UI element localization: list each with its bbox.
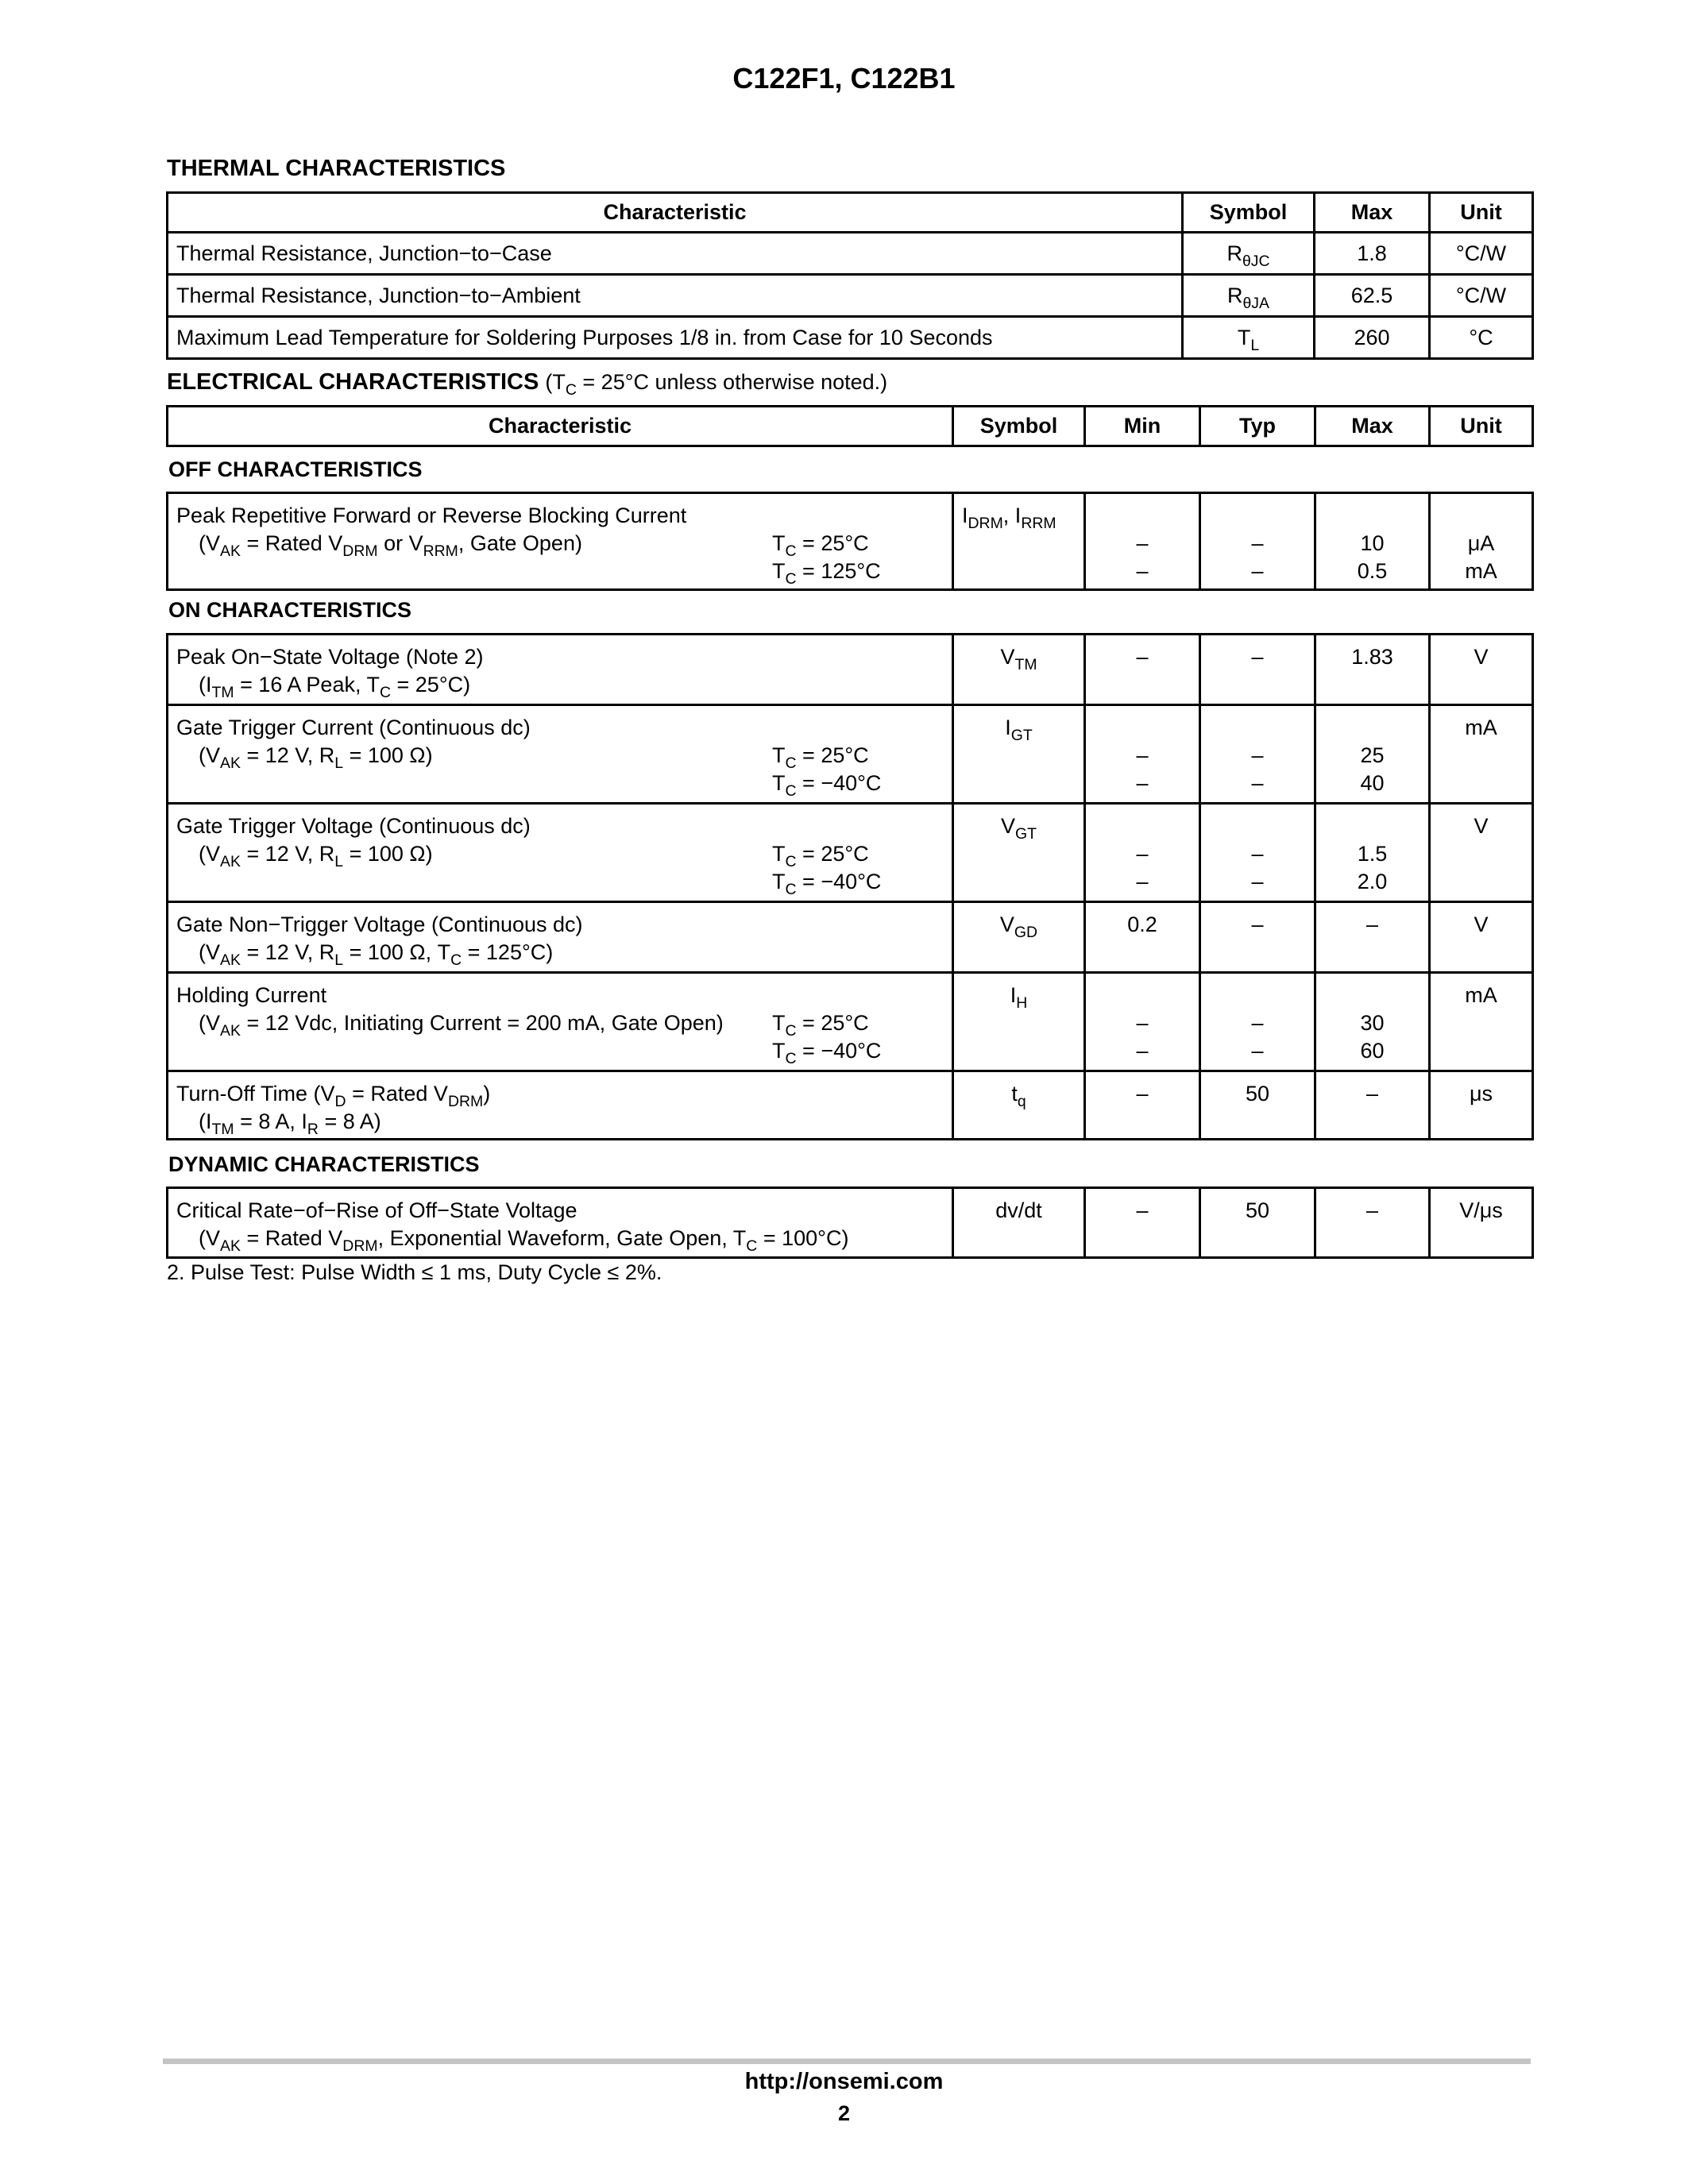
row-min: – – (1085, 705, 1200, 804)
dynamic-heading: DYNAMIC CHARACTERISTICS (168, 1152, 480, 1176)
row-min: – (1085, 1071, 1200, 1140)
row-typ: – – (1200, 705, 1315, 804)
row-min: – – (1085, 493, 1200, 590)
row-min: – (1085, 635, 1200, 705)
electrical-header-table (166, 405, 1534, 447)
table-row (168, 233, 1533, 275)
row-max: – (1315, 902, 1430, 973)
row-typ: 50 (1200, 1071, 1315, 1140)
row-typ: 50 (1200, 1188, 1315, 1258)
table-row (168, 493, 1533, 590)
row-max: 260 (1315, 317, 1430, 359)
footer-url[interactable]: http://onsemi.com (744, 2069, 944, 2094)
row-symbol: $I_H$ (953, 973, 1085, 1071)
row-max: 1.8 (1315, 233, 1430, 275)
footnote: 2. Pulse Test: Pulse Width ≤ 1 ms, Duty Cycle ≤ 2%. (167, 1260, 662, 1284)
off-table (166, 492, 1534, 591)
row-min: – – (1085, 973, 1200, 1071)
row-characteristic: Gate Trigger Current (Continuous dc) ($V_{AK} = 12$ V, $R_L = 100$ Ω) $T_C = 25^\circ C$ $T_C = -40^\circ C$ (168, 705, 953, 804)
row-characteristic: Peak Repetitive Forward or Reverse Blocking Current ($V_{AK}$ = Rated $V_{DRM}$ or $V_{RRM}$, Gate Open) $T_C = 25^\circ C$ $T_C = 125^\circ C$ (168, 493, 953, 590)
row-typ: – (1200, 635, 1315, 705)
row-max: 30 60 (1315, 973, 1430, 1071)
row-symbol: $V_{TM}$ (953, 635, 1085, 705)
table-row (168, 804, 1533, 902)
col-characteristic: Characteristic (168, 193, 1183, 233)
row-characteristic: Turn-Off Time ($V_D$ = Rated $V_{DRM}$) ($I_{TM} = 8$ A, $I_R = 8$ A) (168, 1071, 953, 1140)
on-table (166, 633, 1534, 1140)
row-symbol: dv/dt (953, 1188, 1085, 1258)
row-unit: V/μs (1430, 1188, 1533, 1258)
thermal-heading: THERMAL CHARACTERISTICS (167, 156, 506, 181)
row-min: – (1085, 1188, 1200, 1258)
row-max: – (1315, 1071, 1430, 1140)
col-symbol: Symbol (953, 407, 1085, 446)
col-max: Max (1315, 193, 1430, 233)
row-unit: V (1430, 804, 1533, 902)
col-min: Min (1085, 407, 1200, 446)
electrical-header-row (168, 407, 1533, 446)
thermal-table (166, 191, 1534, 360)
table-row (168, 705, 1533, 804)
row-max: 10 0.5 (1315, 493, 1430, 590)
row-unit: °C (1430, 317, 1533, 359)
on-heading: ON CHARACTERISTICS (168, 598, 412, 622)
row-symbol: $V_{GT}$ (953, 804, 1085, 902)
row-symbol: $t_q$ (953, 1071, 1085, 1140)
row-symbol: $R_{\theta JC}$ (1183, 233, 1315, 275)
row-max: – (1315, 1188, 1430, 1258)
row-unit: °C/W (1430, 275, 1533, 317)
row-characteristic: Critical Rate−of−Rise of Off−State Voltage ($V_{AK}$ = Rated $V_{DRM}$, Exponential Waveform, Gate Open, $T_C = 100^\circ C$) (168, 1188, 953, 1258)
row-symbol: $I_{GT}$ (953, 705, 1085, 804)
dynamic-table (166, 1187, 1534, 1259)
row-min: – – (1085, 804, 1200, 902)
row-unit: °C/W (1430, 233, 1533, 275)
row-characteristic: Thermal Resistance, Junction−to−Case (168, 233, 1183, 275)
row-symbol: $V_{GD}$ (953, 902, 1085, 973)
electrical-heading: ELECTRICAL CHARACTERISTICS ($T_C = 25^\circ C$ unless otherwise noted.) (167, 369, 888, 399)
row-typ: – – (1200, 973, 1315, 1071)
row-min: 0.2 (1085, 902, 1200, 973)
table-row (168, 635, 1533, 705)
col-symbol: Symbol (1183, 193, 1315, 233)
row-characteristic: Peak On−State Voltage (Note 2) ($I_{TM} = 16$ A Peak, $T_C = 25^\circ C$) (168, 635, 953, 705)
row-max: 1.5 2.0 (1315, 804, 1430, 902)
row-characteristic: Gate Trigger Voltage (Continuous dc) ($V_{AK} = 12$ V, $R_L = 100$ Ω) $T_C = 25^\circ C$ $T_C = -40^\circ C$ (168, 804, 953, 902)
thermal-header-row (168, 193, 1533, 233)
row-unit: V (1430, 902, 1533, 973)
col-characteristic: Characteristic (168, 407, 953, 446)
col-unit: Unit (1430, 407, 1533, 446)
col-unit: Unit (1430, 193, 1533, 233)
table-row (168, 1188, 1533, 1258)
row-characteristic: Thermal Resistance, Junction−to−Ambient (168, 275, 1183, 317)
row-typ: – – (1200, 804, 1315, 902)
row-unit: μA mA (1430, 493, 1533, 590)
row-characteristic: Holding Current ($V_{AK} = 12$ Vdc, Initiating Current = 200 mA, Gate Open) $T_C = 25^\circ C$ $T_C = -40^\circ C$ (168, 973, 953, 1071)
page-number: 2 (837, 2101, 851, 2125)
table-row (168, 1071, 1533, 1140)
table-row (168, 317, 1533, 359)
row-typ: – – (1200, 493, 1315, 590)
row-characteristic: Gate Non−Trigger Voltage (Continuous dc) ($V_{AK} = 12$ V, $R_L = 100$ Ω, $T_C = 125^\circ C$) (168, 902, 953, 973)
col-max: Max (1315, 407, 1430, 446)
row-symbol: $I_{DRM}$, $I_{RRM}$ (953, 493, 1085, 590)
table-row (168, 275, 1533, 317)
page-title: C122F1, C122B1 (732, 62, 956, 95)
row-max: 1.83 (1315, 635, 1430, 705)
col-typ: Typ (1200, 407, 1315, 446)
row-unit: mA (1430, 973, 1533, 1071)
table-row (168, 973, 1533, 1071)
table-row (168, 902, 1533, 973)
row-typ: – (1200, 902, 1315, 973)
footer-rule (163, 2059, 1531, 2064)
row-max: 25 40 (1315, 705, 1430, 804)
row-symbol: $R_{\theta JA}$ (1183, 275, 1315, 317)
off-heading: OFF CHARACTERISTICS (168, 457, 423, 481)
row-symbol: $T_L$ (1183, 317, 1315, 359)
row-unit: mA (1430, 705, 1533, 804)
row-unit: V (1430, 635, 1533, 705)
row-unit: μs (1430, 1071, 1533, 1140)
row-max: 62.5 (1315, 275, 1430, 317)
row-characteristic: Maximum Lead Temperature for Soldering Purposes 1/8 in. from Case for 10 Seconds (168, 317, 1183, 359)
